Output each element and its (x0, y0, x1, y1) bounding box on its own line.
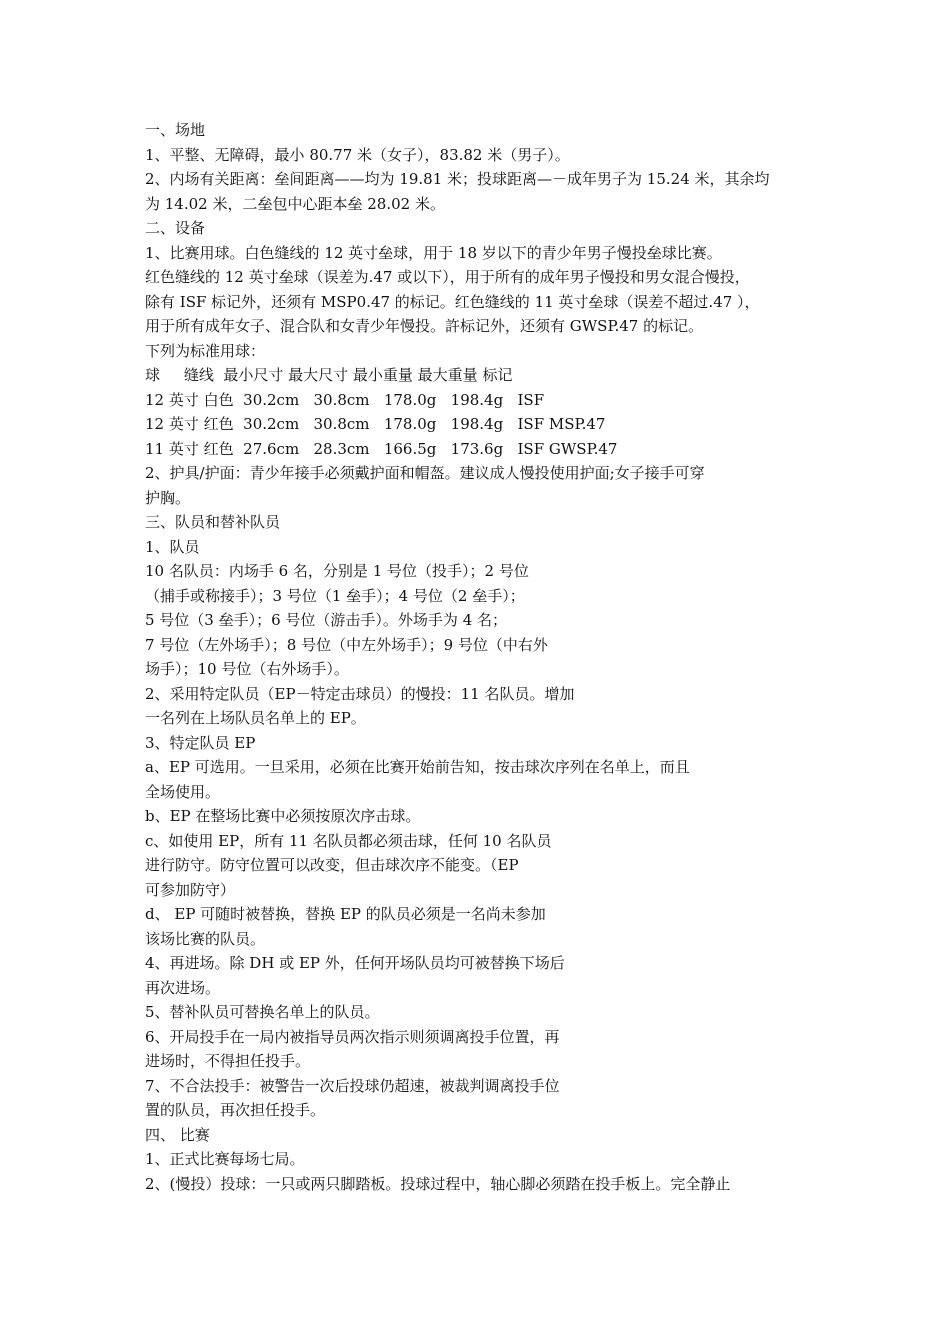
text-line: 用于所有成年女子、混合队和女青少年慢投。許标记外，还须有 GWSP.47 的标记。 (145, 317, 704, 335)
text-line: 二、设备 (145, 219, 206, 237)
text-line: 10 名队员：内场手 6 名，分别是 1 号位（投手）；2 号位 (145, 562, 529, 580)
text-line: b、EP 在整场比赛中必须按原次序击球。 (145, 807, 421, 825)
text-line: 12 英寸 红色 30.2cm 30.8cm 178.0g 198.4g ISF MSP.47 (145, 415, 606, 433)
text-line: 4、再进场。除 DH 或 EP 外，任何开场队员均可被替换下场后 (145, 954, 565, 972)
text-line: 进行防守。防守位置可以改变，但击球次序不能变。（EP (145, 856, 519, 874)
text-line: 2、采用特定队员（EP－特定击球员）的慢投：11 名队员。增加 (145, 684, 575, 703)
text-line: 可参加防守） (145, 880, 236, 899)
text-line: 5 号位（3 垒手）；6 号位（游击手）。外场手为 4 名； (145, 611, 508, 629)
text-line: 再次进场。 (145, 978, 221, 997)
text-line: 该场比赛的队员。 (145, 929, 266, 948)
text-line: c、如使用 EP，所有 11 名队员都必须击球，任何 10 名队员 (145, 831, 552, 850)
text-line: 全场使用。 (145, 782, 221, 801)
text-line: 置的队员，再次担任投手。 (145, 1101, 326, 1119)
text-line: 2、(慢投）投球：一只或两只脚踏板。投球过程中，轴心脚必须踏在投手板上。完全静止 (145, 1174, 731, 1193)
text-line: 5、替补队员可替换名单上的队员。 (145, 1003, 380, 1021)
text-line: 一名列在上场队员名单上的 EP。 (145, 709, 366, 727)
text-line: 四、 比赛 (145, 1125, 210, 1144)
text-line: 下列为标准用球： (145, 341, 266, 360)
text-line: 进场时，不得担任投手。 (145, 1052, 311, 1070)
text-line: 1、正式比赛每场七局。 (145, 1150, 305, 1168)
text-line: 2、护具/护面：青少年接手必须戴护面和帽盔。建议成人慢投使用护面;女子接手可穿 (145, 464, 705, 482)
text-line: 1、队员 (145, 537, 200, 556)
text-line: 1、平整、无障碍，最小 80.77 米（女子），83.82 米（男子）。 (145, 145, 570, 164)
text-line: 12 英寸 白色 30.2cm 30.8cm 178.0g 198.4g ISF (145, 390, 545, 409)
text-line: 6、开局投手在一局内被指导员两次指示则须调离投手位置，再 (145, 1027, 560, 1046)
text-line: 7 号位（左外场手）；8 号位（中左外场手）；9 号位（中右外 (145, 635, 548, 654)
text-line: 为 14.02 米，二垒包中心距本垒 28.02 米。 (145, 194, 445, 213)
text-line: 球 缝线 最小尺寸 最大尺寸 最小重量 最大重量 标记 (145, 366, 513, 384)
text-line: 场手）；10 号位（右外场手）。 (145, 660, 349, 678)
text-line: a、EP 可选用。一旦采用，必须在比赛开始前告知，按击球次序列在名单上，而且 (145, 758, 690, 776)
text-line: 7、不合法投手：被警告一次后投球仍超速，被裁判调离投手位 (145, 1076, 560, 1095)
document-body (145, 118, 825, 1196)
text-line: 一、场地 (145, 121, 206, 139)
text-line: 2、内场有关距离：垒间距离——均为 19.81 米；投球距离—－成年男子为 15.24 米，其余均 (145, 170, 770, 188)
text-line: 红色缝线的 12 英寸垒球（误差为.47 或以下），用于所有的成年男子慢投和男女混合慢投， (145, 268, 750, 286)
text-line: （捕手或称接手）；3 号位（1 垒手）；4 号位（2 垒手）； (145, 586, 525, 605)
text-line: 1、比赛用球。白色缝线的 12 英寸垒球，用于 18 岁以下的青少年男子慢投垒球比赛。 (145, 243, 722, 262)
text-line: 三、队员和替补队员 (145, 513, 281, 531)
text-line: 3、特定队员 EP (145, 733, 256, 752)
text-line: 11 英寸 红色 27.6cm 28.3cm 166.5g 173.6g ISF GWSP.47 (145, 439, 618, 458)
text-line: d、 EP 可随时被替换，替换 EP 的队员必须是一名尚未参加 (145, 905, 546, 923)
text-line: 除有 ISF 标记外，还须有 MSP0.47 的标记。红色缝线的 11 英寸垒球（误差不超过.47 ）， (145, 292, 760, 311)
text-line: 护胸。 (145, 488, 191, 507)
